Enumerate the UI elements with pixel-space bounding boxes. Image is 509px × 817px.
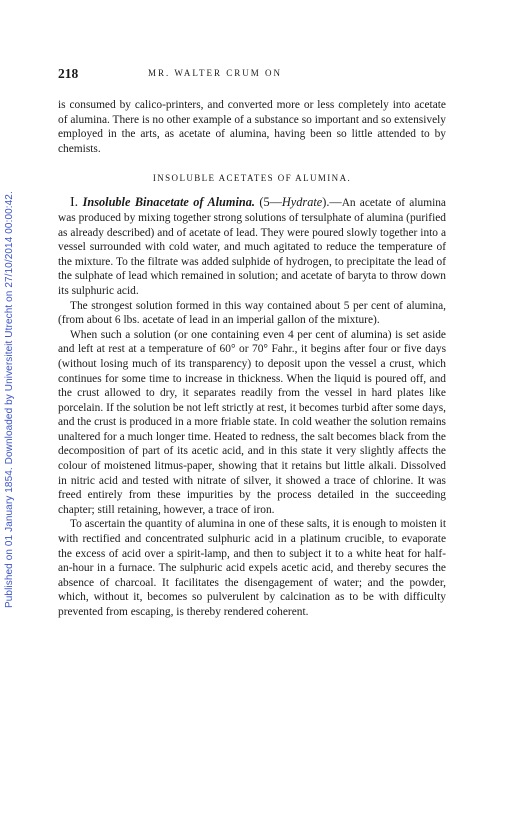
running-head <box>58 66 446 84</box>
article-first-paragraph <box>58 195 446 298</box>
page-number: 218 <box>58 66 79 81</box>
paragraph-strength: The strongest solution formed in this way contained about 5 per cent of alumina, (from about 6 lbs. acetate of lead in an imperial gallon of the mixture). <box>58 299 446 327</box>
download-stamp-text: Published on 01 January 1854. Downloaded by Universiteit Utrecht on 27/10/2014 00:00:42. <box>4 191 15 608</box>
journal-page <box>58 66 446 620</box>
article-title: Insoluble Binacetate of Alumina. <box>82 195 255 210</box>
section-heading: INSOLUBLE ACETATES OF ALUMINA. <box>152 173 352 184</box>
download-stamp <box>2 70 18 610</box>
intro-paragraph: is consumed by calico-printers, and converted more or less completely into acetate of alumina. There is no other example of a substance so important and so extensively employed in the arts, as acetate of alumina, having been so little attended to by chemists. <box>58 99 446 155</box>
formula-prefix: (5— <box>259 195 282 210</box>
running-title: MR. WALTER CRUM ON <box>148 68 283 78</box>
article-first-text: An acetate of alumina was produced by mixing together strong solutions of tersulphate of alumina (purified as already described) and of acetate of lead. They were poured slowly together into a vessel surrounded with cold water, and much agitated to reduce the temperature of the mixture. To the filtrate was added sulphide of hydrogen, to precipitate the lead of the sulphate of lead which remained in solution; and acetate of baryta to throw down its sulphuric acid. <box>58 197 446 297</box>
article-heading <box>70 195 342 209</box>
formula-italic: Hydrate <box>281 195 323 210</box>
formula-suffix: ).— <box>322 195 342 210</box>
article-number: I. <box>70 195 79 211</box>
paragraph-analysis: To ascertain the quantity of alumina in one of these salts, it is enough to moisten it with rectified and concentrated sulphuric acid in a platinum crucible, to evaporate the excess of acid over a spirit-lamp, and then to subject it to a white heat for half-an-hour in a furnace. The sulphuric acid expels acetic acid, and thereby secures the absence of charcoal. It facilitates the disengagement of water; and the powder, which, without it, becomes so pulverulent by calcination as to be with difficulty prevented from escaping, is thereby rendered coherent. <box>58 518 446 618</box>
paragraph-deposit: When such a solution (or one containing even 4 per cent of alumina) is set aside and left at rest at a temperature of 60° or 70° Fahr., it begins after four or five days (without losing much of its transparency) to deposit upon the vessel a crust, which continues for some time to increase in thickness. When the liquid is poured off, and the crust allowed to dry, it separates readily from the vessel in hard plates like porcelain. If the solution be not left strictly at rest, it becomes turbid after some days, and the crust is produced in a more friable state. In cold weather the solution remains unaltered for a much longer time. Heated to redness, the salt becomes black from the decomposition of part of its acetic acid, and in this state it very slightly affects the colour of moistened litmus-paper, showing that it retains but little alkali. Dissolved in nitric acid and tested with nitrate of silver, it showed a trace of chlorine. It was freed entirely from these impurities by the process detailed in the succeeding chapter; still retaining, however, a trace of iron. <box>58 328 446 516</box>
